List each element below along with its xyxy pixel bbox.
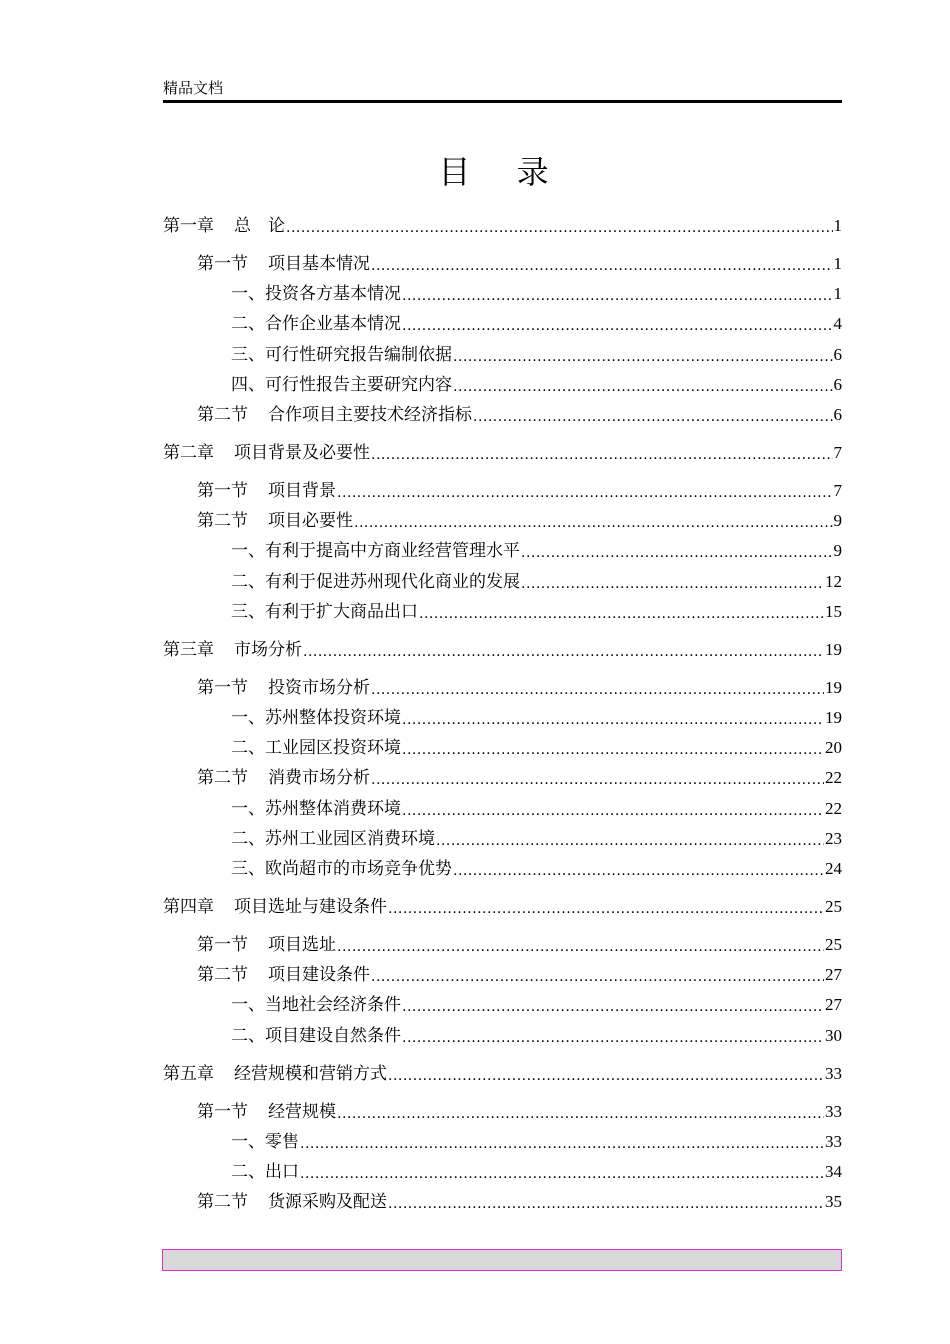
toc-entry-text: 经营规模和营销方式 (234, 1064, 387, 1084)
toc-entry-text: 市场分析 (234, 640, 302, 660)
toc-entry-label (163, 1063, 387, 1085)
toc-entry[interactable] (231, 1131, 842, 1153)
toc-dot-leader (371, 771, 824, 789)
toc-entry-label (163, 896, 387, 918)
toc-dot-leader (371, 681, 824, 699)
toc-entry-text: 项目必要性 (268, 511, 353, 531)
toc-entry-text: 投资市场分析 (268, 678, 370, 698)
toc-entry[interactable] (197, 253, 842, 275)
toc-dot-leader (300, 1135, 824, 1153)
toc-page-number: 27 (825, 965, 842, 984)
toc-entry[interactable] (231, 283, 842, 305)
toc-entry-text: 三、有利于扩大商品出口 (231, 602, 418, 622)
toc-dot-leader (354, 514, 833, 532)
toc-entry-text: 项目背景 (268, 481, 336, 501)
toc-entry-label (231, 344, 452, 366)
toc-entry-number: 第一节 (197, 935, 248, 955)
toc-page-number: 24 (825, 859, 842, 878)
toc-page-number: 25 (825, 897, 842, 916)
toc-page-number: 6 (833, 375, 842, 394)
toc-entry-text: 项目选址与建设条件 (234, 897, 387, 917)
toc-entry-text: 一、有利于提高中方商业经营管理水平 (231, 541, 520, 561)
toc-entry-label (197, 1101, 336, 1123)
toc-entry-label (231, 737, 401, 759)
toc-entry[interactable] (231, 571, 842, 593)
toc-page-number: 15 (825, 602, 842, 621)
toc-entry-label (163, 442, 370, 464)
footer-bar (162, 1249, 842, 1271)
toc-entry[interactable] (163, 639, 842, 661)
toc-entry-text: 二、有利于促进苏州现代化商业的发展 (231, 572, 520, 592)
toc-entry[interactable] (231, 707, 842, 729)
toc-entry[interactable] (197, 1191, 842, 1213)
toc-entry-label (197, 253, 370, 275)
toc-entry[interactable] (231, 828, 842, 850)
toc-entry-text: 合作项目主要技术经济指标 (268, 405, 472, 425)
toc-title: 目 录 (438, 153, 567, 191)
toc-entry-number: 第一节 (197, 481, 248, 501)
toc-entry-number: 第三章 (163, 640, 214, 660)
toc-entry-label (231, 283, 401, 305)
toc-entry[interactable] (231, 737, 842, 759)
toc-entry[interactable] (197, 1101, 842, 1123)
toc-page-number: 23 (825, 829, 842, 848)
toc-page-number: 4 (833, 314, 842, 333)
toc-entry-text: 一、零售 (231, 1132, 299, 1152)
toc-entry-number: 第二节 (197, 1192, 248, 1212)
toc-dot-leader (300, 1165, 824, 1183)
toc-page-number: 33 (825, 1102, 842, 1121)
toc-dot-leader (337, 1105, 824, 1123)
toc-dot-leader (337, 938, 824, 956)
toc-entry-label (197, 934, 336, 956)
toc-entry-label (231, 994, 401, 1016)
toc-dot-leader (402, 802, 824, 820)
toc-entry-text: 总 论 (234, 216, 285, 236)
toc-entry-number: 第五章 (163, 1064, 214, 1084)
toc-entry-text: 消费市场分析 (268, 768, 370, 788)
toc-entry[interactable] (197, 404, 842, 426)
toc-entry-text: 一、投资各方基本情况 (231, 284, 401, 304)
toc-dot-leader (371, 257, 833, 275)
toc-page-number: 19 (825, 678, 842, 697)
toc-entry-label (197, 767, 370, 789)
toc-entry-text: 项目建设条件 (268, 965, 370, 985)
toc-entry-label (231, 798, 401, 820)
toc-dot-leader (402, 741, 824, 759)
toc-page-number: 1 (833, 254, 842, 273)
toc-entry[interactable] (231, 1161, 842, 1183)
toc-entry-text: 一、当地社会经济条件 (231, 995, 401, 1015)
toc-entry-text: 二、合作企业基本情况 (231, 314, 401, 334)
toc-page-number: 9 (833, 511, 842, 530)
toc-page-number: 7 (833, 481, 842, 500)
toc-entry[interactable] (231, 344, 842, 366)
toc-entry[interactable] (163, 1063, 842, 1085)
toc-dot-leader (402, 998, 824, 1016)
toc-page-number: 27 (825, 995, 842, 1014)
toc-dot-leader (337, 484, 833, 502)
toc-dot-leader (371, 446, 833, 464)
toc-entry[interactable] (197, 480, 842, 502)
toc-dot-leader (453, 378, 833, 396)
toc-entry[interactable] (231, 374, 842, 396)
toc-entry-text: 一、苏州整体消费环境 (231, 799, 401, 819)
toc-dot-leader (419, 605, 824, 623)
toc-entry-label (197, 404, 472, 426)
toc-dot-leader (521, 575, 824, 593)
toc-page-number: 19 (825, 640, 842, 659)
toc-dot-leader (286, 219, 833, 237)
toc-entry[interactable] (231, 1025, 842, 1047)
toc-page-number: 33 (825, 1132, 842, 1151)
toc-page-number: 34 (825, 1162, 842, 1181)
toc-entry-number: 第二节 (197, 405, 248, 425)
toc-page-number: 22 (825, 799, 842, 818)
toc-dot-leader (388, 1067, 824, 1085)
toc-entry[interactable] (197, 510, 842, 532)
toc-page-number: 30 (825, 1026, 842, 1045)
toc-entry[interactable] (197, 677, 842, 699)
toc-entry-text: 三、可行性研究报告编制依据 (231, 345, 452, 365)
toc-dot-leader (521, 544, 833, 562)
toc-entry-text: 经营规模 (268, 1102, 336, 1122)
toc-page-number: 6 (833, 405, 842, 424)
toc-entry[interactable] (163, 215, 842, 237)
toc-entry-text: 二、出口 (231, 1162, 299, 1182)
toc-entry[interactable] (197, 934, 842, 956)
toc-entry-number: 第二章 (163, 443, 214, 463)
toc-entry[interactable] (197, 964, 842, 986)
toc-entry[interactable] (231, 540, 842, 562)
toc-page-number: 1 (833, 216, 842, 235)
toc-entry-label (231, 571, 520, 593)
toc-entry-label (163, 639, 302, 661)
toc-entry-number: 第二节 (197, 768, 248, 788)
toc-entry-number: 第一节 (197, 1102, 248, 1122)
toc-entry-label (197, 1191, 387, 1213)
toc-entry-label (197, 964, 370, 986)
toc-entry-number: 第四章 (163, 897, 214, 917)
toc-entry-number: 第二节 (197, 511, 248, 531)
toc-entry-number: 第二节 (197, 965, 248, 985)
toc-dot-leader (453, 348, 833, 366)
toc-entry-label (231, 601, 418, 623)
toc-entry-text: 项目基本情况 (268, 254, 370, 274)
toc-entry-label (197, 510, 353, 532)
toc-page-number: 7 (833, 443, 842, 462)
toc-dot-leader (402, 1029, 824, 1047)
toc-entry-label (231, 858, 452, 880)
toc-entry-label (231, 313, 401, 335)
toc-entry-label (231, 1025, 401, 1047)
toc-dot-leader (402, 317, 833, 335)
toc-page-number: 9 (833, 541, 842, 560)
toc-entry[interactable] (163, 896, 842, 918)
toc-entry-text: 四、可行性报告主要研究内容 (231, 375, 452, 395)
toc-dot-leader (388, 1195, 824, 1213)
toc-entry-label (231, 540, 520, 562)
toc-entry-text: 二、苏州工业园区消费环境 (231, 829, 435, 849)
toc-entry-label (231, 1131, 299, 1153)
toc-page-number: 35 (825, 1192, 842, 1211)
toc-page-number: 19 (825, 708, 842, 727)
toc-entry-label (231, 707, 401, 729)
toc-entry-text: 二、工业园区投资环境 (231, 738, 401, 758)
toc-dot-leader (453, 862, 824, 880)
toc-entry-label (231, 828, 435, 850)
toc-entry[interactable] (197, 767, 842, 789)
toc-entry-text: 货源采购及配送 (268, 1192, 387, 1212)
toc-entry-number: 第一章 (163, 216, 214, 236)
toc-page-number: 33 (825, 1064, 842, 1083)
toc-entry-text: 一、苏州整体投资环境 (231, 708, 401, 728)
toc-entry[interactable] (231, 798, 842, 820)
toc-entry[interactable] (231, 601, 842, 623)
toc-entry-number: 第一节 (197, 678, 248, 698)
toc-entry[interactable] (231, 994, 842, 1016)
toc-dot-leader (402, 287, 833, 305)
toc-dot-leader (436, 832, 824, 850)
toc-entry-text: 二、项目建设自然条件 (231, 1026, 401, 1046)
toc-entry-text: 项目背景及必要性 (234, 443, 370, 463)
toc-dot-leader (473, 408, 833, 426)
toc-entry-label (231, 374, 452, 396)
toc-page-number: 12 (825, 572, 842, 591)
toc-entry[interactable] (231, 313, 842, 335)
page-header: 精品文档 (163, 79, 224, 97)
toc-entry-number: 第一节 (197, 254, 248, 274)
toc-entry-label (163, 215, 285, 237)
toc-dot-leader (371, 968, 824, 986)
toc-dot-leader (303, 643, 824, 661)
toc-page-number: 22 (825, 768, 842, 787)
toc-entry-label (197, 480, 336, 502)
toc-page-number: 25 (825, 935, 842, 954)
toc-dot-leader (402, 711, 824, 729)
toc-entry-text: 三、欧尚超市的市场竞争优势 (231, 859, 452, 879)
toc-entry[interactable] (231, 858, 842, 880)
toc-dot-leader (388, 900, 824, 918)
toc-page-number: 6 (833, 345, 842, 364)
toc-entry-label (197, 677, 370, 699)
toc-entry-label (231, 1161, 299, 1183)
toc-page-number: 1 (833, 284, 842, 303)
toc-entry[interactable] (163, 442, 842, 464)
toc-page-number: 20 (825, 738, 842, 757)
toc-entry-text: 项目选址 (268, 935, 336, 955)
